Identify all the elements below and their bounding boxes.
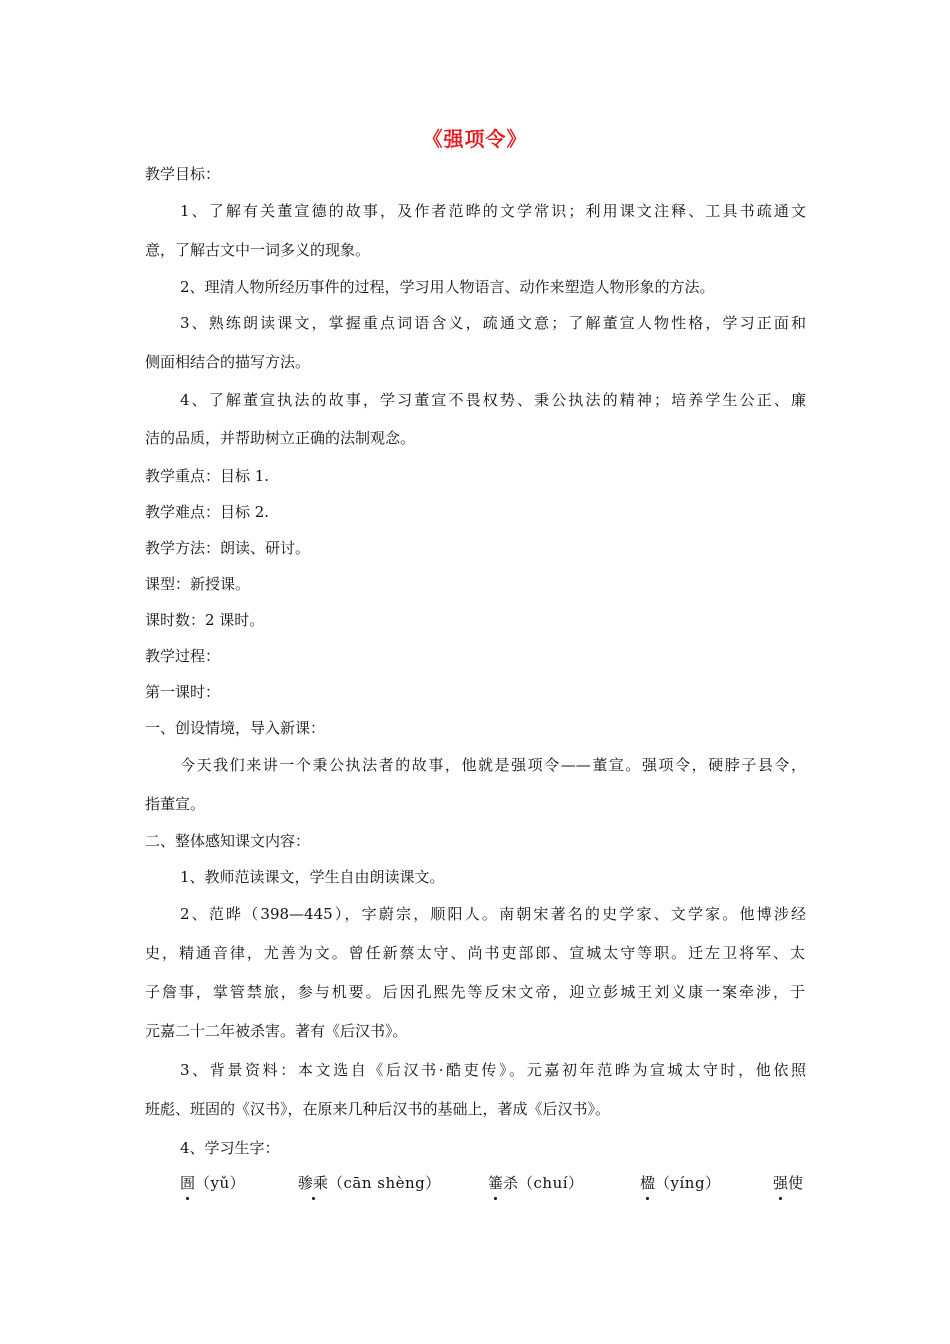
lesson-hours: 课时数：2 课时。	[145, 611, 265, 629]
vocab-item	[180, 1172, 245, 1194]
vocab-character-tail: 使	[788, 1174, 804, 1192]
item-2-line-3: 子詹事，掌管禁旅，参与机要。后因孔熙先等反宋文帝，迎立彭城王刘义康一案牵涉，于	[145, 983, 805, 1001]
item-2-line-1: 2、范晔（398—445），字蔚宗，顺阳人。南朝宋著名的史学家、文学家。他博涉经	[180, 905, 806, 923]
vocab-character: 楹	[640, 1174, 656, 1192]
goal-1-line-2: 意，了解古文中一词多义的现象。	[145, 241, 371, 259]
teaching-method: 教学方法：朗读、研讨。	[145, 539, 311, 557]
vocab-pinyin: （chuí）	[518, 1174, 584, 1192]
goal-4-line-2: 洁的品质，并帮助树立正确的法制观念。	[145, 429, 416, 447]
goal-3-line-1: 3、熟练朗读课文，掌握重点词语含义，疏通文意；了解董宣人物性格，学习正面和	[180, 314, 806, 332]
section-2-heading: 二、整体感知课文内容：	[145, 832, 311, 850]
goal-1-line-1: 1、了解有关董宣德的故事，及作者范晔的文学常识；利用课文注释、工具书疏通文	[180, 202, 806, 220]
heading-teaching-goals: 教学目标：	[145, 165, 221, 183]
item-2-line-4: 元嘉二十二年被杀害。著有《后汉书》。	[145, 1022, 408, 1040]
item-3-line-2: 班彪、班固的《汉书》，在原来几种后汉书的基础上，著成《后汉书》。	[145, 1100, 611, 1118]
vocabulary-row	[0, 1172, 950, 1212]
intro-line-2: 指董宣。	[145, 795, 206, 813]
teaching-focus: 教学重点：目标 1.	[145, 467, 270, 485]
section-1-heading: 一、创设情境，导入新课：	[145, 719, 326, 737]
vocab-item	[298, 1172, 441, 1194]
vocab-pinyin: （cān shèng）	[328, 1174, 441, 1192]
vocab-item	[773, 1172, 803, 1194]
vocab-character: 骖乘	[298, 1174, 329, 1192]
goal-4-line-1: 4、了解董宣执法的故事，学习董宣不畏权势、秉公执法的精神；培养学生公正、廉	[180, 391, 806, 409]
item-3-line-1: 3、背景资料：本文选自《后汉书·酷吏传》。元嘉初年范晔为宣城太守时，他依照	[180, 1061, 806, 1079]
vocab-pinyin: （yíng）	[655, 1174, 721, 1192]
intro-line-1: 今天我们来讲一个秉公执法者的故事，他就是强项令——董宣。强项令，硬脖子县令，	[180, 756, 806, 774]
teaching-difficulty: 教学难点：目标 2.	[145, 503, 270, 521]
first-lesson-heading: 第一课时：	[145, 683, 221, 701]
vocab-character: 圄	[180, 1174, 196, 1192]
vocab-character-tail: 杀	[503, 1174, 519, 1192]
lesson-type: 课型：新授课。	[145, 575, 251, 593]
document-title: 《强项令》	[422, 127, 528, 151]
vocab-pinyin: （yǔ）	[195, 1174, 246, 1192]
goal-2: 2、理清人物所经历事件的过程，学习用人物语言、动作来塑造人物形象的方法。	[180, 278, 715, 296]
vocab-character: 箠	[488, 1174, 504, 1192]
item-2-line-2: 史，精通音律，尤善为文。曾任新蔡太守、尚书吏部郎、宣城太守等职。迁左卫将军、太	[145, 944, 805, 962]
goal-3-line-2: 侧面相结合的描写方法。	[145, 353, 311, 371]
item-1: 1、教师范读课文，学生自由朗读课文。	[180, 868, 445, 886]
item-4-heading: 4、学习生字：	[180, 1139, 280, 1157]
teaching-process-heading: 教学过程：	[145, 647, 221, 665]
vocab-item	[488, 1172, 584, 1194]
vocab-character: 强	[773, 1174, 789, 1192]
vocab-item	[640, 1172, 721, 1194]
